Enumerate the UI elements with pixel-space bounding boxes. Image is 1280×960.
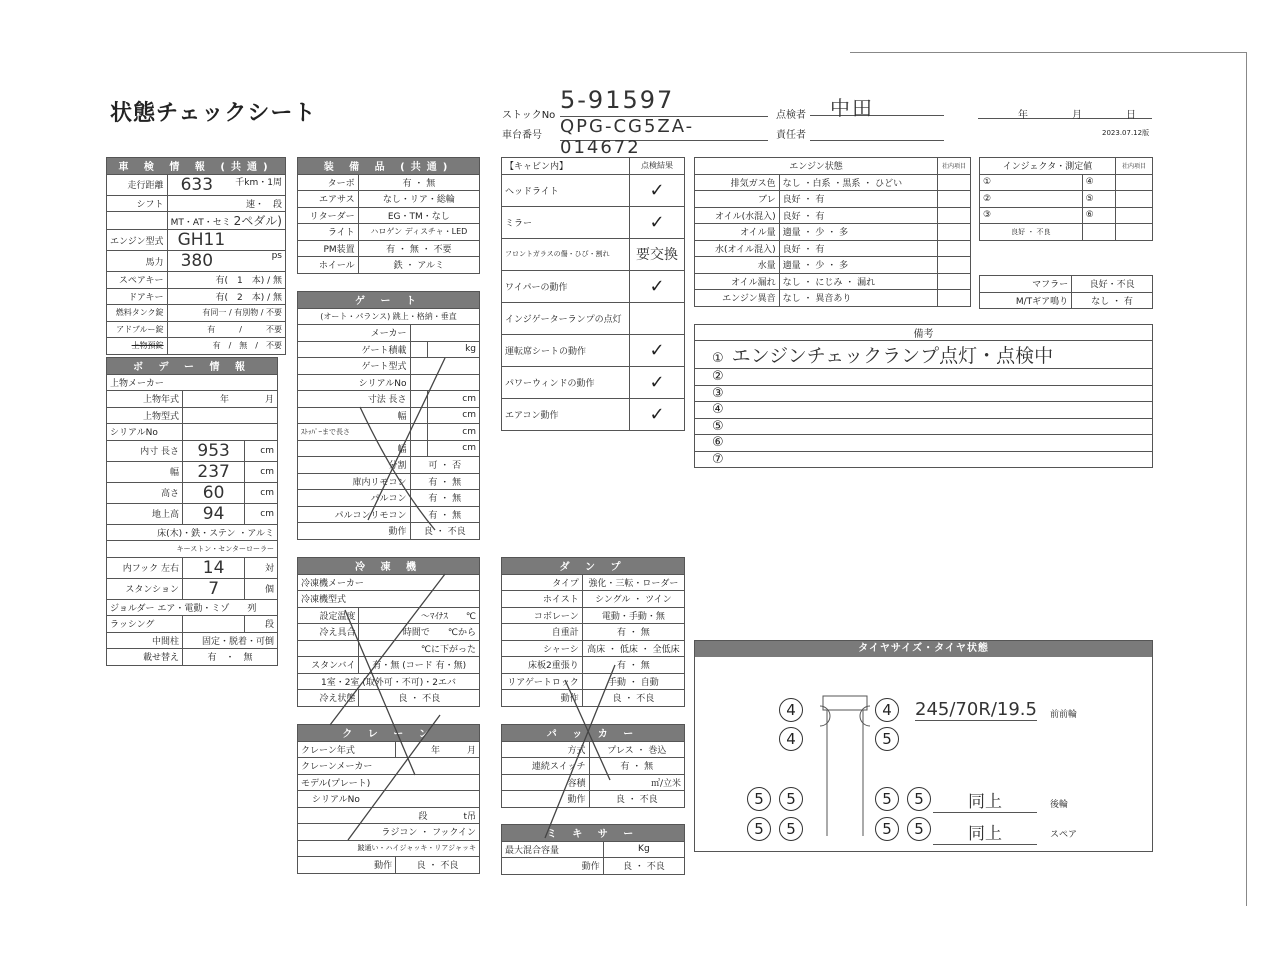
door-key-value: 有( 2 本) / 無 [167, 288, 285, 305]
pillar-value: 固定・脱着・可倒 [183, 632, 278, 649]
body-info-title: ボ デ ー 情 報 [107, 358, 278, 375]
packer-value: ㎥/立米 [589, 774, 684, 791]
upper-lock-label: 上物預錠 [107, 338, 168, 355]
fuel-lock-label: 燃料タンク錠 [107, 305, 168, 322]
adblue-value: 有 / 不要 [167, 321, 285, 338]
tire-rear-left-1: 5 [747, 787, 771, 811]
cabin-title: 【キャビン内】 [502, 158, 630, 175]
engine-value: 良好 ・ 有 [779, 191, 937, 208]
crane-operation-value: 良 ・ 不良 [396, 857, 480, 874]
stanchion-value: 7 [183, 578, 245, 599]
body-type-label: 上物型式 [107, 407, 183, 424]
gate-remote-label: 庫内リモコン [298, 473, 411, 490]
inspector-label: 点検者 [776, 110, 806, 121]
dump-value: 手動 ・ 自動 [582, 673, 684, 690]
engine-value: 良好 ・ 有 [779, 240, 937, 257]
crane-year-value: 年 月 [396, 741, 480, 758]
chassis-value: QPG-CG5ZA-014672 [560, 116, 768, 141]
equip-label: エアサス [298, 191, 359, 208]
gate-palcon-remote-label: パルコンリモコン [298, 506, 411, 523]
remarks-num: ⑥ [712, 435, 724, 451]
gate-stopper-length-label: ｽﾄｯﾊﾟｰまで長さ [298, 424, 411, 441]
tire-front-size: 245/70R/19.5 [915, 699, 1037, 720]
reefer-standby-label: スタンバイ [298, 657, 359, 674]
gate-palcon-label: パルコン [298, 490, 411, 507]
gate-operation-value: 良 ・ 不良 [410, 523, 479, 540]
tire-rear-left-3: 5 [747, 817, 771, 841]
packer-value: 有 ・ 無 [589, 758, 684, 775]
crane-maker-label: クレーンメーカー [298, 758, 480, 775]
dump-label: 自重計 [502, 624, 583, 641]
crane-stage: 段 t吊 [298, 807, 480, 824]
mixer-table [501, 824, 685, 875]
equip-value: 有 ・ 無 [358, 174, 479, 191]
dump-label: コボレーン [502, 607, 583, 624]
gate-cm: cm [428, 407, 480, 424]
gate-palcon-value: 有 ・ 無 [410, 490, 479, 507]
packer-title: パ ッ カ ー [502, 725, 685, 742]
pillar-label: 中間柱 [107, 632, 183, 649]
injector-6: ⑥ [1082, 207, 1115, 224]
remarks-row [695, 385, 1153, 402]
stanchion-unit: 個 [245, 578, 278, 599]
width-label: 幅 [107, 461, 183, 482]
equip-label: ターボ [298, 174, 359, 191]
upper-lock-value: 有 / 無 / 不要 [167, 338, 285, 355]
packer-value: プレス ・ 巻込 [589, 741, 684, 758]
reefer-maker-label: 冷凍機メーカー [298, 574, 480, 591]
gate-title: ゲ ー ト [298, 292, 480, 309]
engine-status-title: エンジン状態 [695, 158, 938, 175]
ground-label: 地上高 [107, 503, 183, 524]
mileage-label: 走行距離 [107, 174, 168, 195]
reefer-model-label: 冷凍機型式 [298, 591, 480, 608]
remarks-num: ④ [712, 402, 724, 418]
gate-load-label: ゲート積載 [298, 341, 411, 358]
cabin-item: ヘッドライト [502, 174, 630, 206]
tire-front-label: 前前輪 [1050, 710, 1078, 720]
injector-2: ② [980, 191, 1083, 208]
gate-split-value: 可 ・ 否 [410, 457, 479, 474]
remarks-row [695, 418, 1153, 435]
jorder-label: ジョルダー エア・電動・ミゾ 列 [107, 599, 278, 616]
hook-unit: 対 [245, 557, 278, 578]
mileage-unit: 千km・1周 [235, 177, 282, 188]
engine-label: オイル量 [695, 224, 780, 241]
chassis-label: 車台番号 [502, 130, 542, 141]
height-value: 60 [183, 482, 245, 503]
equip-value: 鉄 ・ アルミ [358, 257, 479, 274]
injector-table [979, 157, 1153, 241]
reefer-state-value: 良 ・ 不良 [359, 690, 480, 707]
vehicle-info-title: 車 検 情 報 (共通) [107, 158, 286, 175]
fuel-lock-value: 有同一 / 有別物 / 不要 [167, 305, 285, 322]
door-key-label: ドアキー [107, 288, 168, 305]
cabin-item: エアコン動作 [502, 398, 630, 430]
reefer-temp-label: 設定温度 [298, 607, 359, 624]
equip-value: ハロゲン ディスチャ・LED [358, 224, 479, 241]
engine-label: エンジン異音 [695, 290, 780, 307]
packer-value: 良 ・ 不良 [589, 791, 684, 808]
inspector-value: 中田 [810, 92, 944, 116]
sheet-title: 状態チェックシート [110, 101, 317, 126]
remarks-row [695, 341, 1153, 369]
date-month: 月 [1072, 110, 1082, 121]
stock-label: ストックNo [502, 110, 556, 121]
engine-status-internal: 社内項目 [938, 158, 971, 175]
muffler-value: 良好・不良 [1072, 276, 1153, 293]
responsible-line [810, 140, 944, 141]
cm-unit-1: cm [245, 440, 278, 461]
responsible-label: 責任者 [776, 130, 806, 141]
engine-value: 良好 ・ 有 [779, 207, 937, 224]
engine-value: なし ・ 異音あり [779, 290, 937, 307]
shift-options-2: MT・AT・セミ [170, 218, 231, 228]
tire-rear-right-3: 5 [875, 817, 899, 841]
mixer-label: 動作 [502, 858, 604, 875]
mixer-value: Kg [603, 841, 684, 858]
cabin-result-header: 点検結果 [630, 158, 685, 175]
spare-key-value: 有( 1 本) / 無 [167, 272, 285, 289]
reefer-state-label: 冷え状態 [298, 690, 359, 707]
crane-jack: 跛通い・ハイジャッキ・リアジャッキ [298, 840, 480, 857]
engine-label: オイル(水混入) [695, 207, 780, 224]
dump-table [501, 557, 685, 707]
gate-load-unit: kg [428, 341, 480, 358]
cabin-result: ✓ [630, 366, 685, 398]
injector-4: ④ [1082, 174, 1115, 191]
engine-label: 水(オイル混入) [695, 240, 780, 257]
dump-value: 有 ・ 無 [582, 657, 684, 674]
injector-internal: 社内項目 [1116, 158, 1153, 175]
gate-remote-value: 有 ・ 無 [410, 473, 479, 490]
dump-value: シングル ・ ツイン [582, 591, 684, 608]
cabin-table [501, 157, 685, 431]
tire-section [694, 640, 1153, 852]
packer-label: 動作 [502, 791, 590, 808]
crane-model-label: モデル(プレート) [298, 774, 480, 791]
tire-spare-label: スペア [1050, 830, 1078, 840]
cabin-item: 運転席シートの動作 [502, 334, 630, 366]
dump-label: ホイスト [502, 591, 583, 608]
width-value: 237 [183, 461, 245, 482]
floor-options-2: キーストン・センターローラー [107, 541, 278, 558]
cm-unit-3: cm [245, 482, 278, 503]
engine-label: オイル漏れ [695, 273, 780, 290]
tire-front-left-inner: 4 [779, 727, 803, 751]
spare-key-label: スペアキー [107, 272, 168, 289]
tire-rear-label: 後輪 [1050, 800, 1069, 810]
engine-status-table [694, 157, 971, 307]
gate-serial-label: シリアルNo [298, 374, 411, 391]
body-info-table [106, 357, 278, 666]
engine-label: エンジン型式 [107, 230, 168, 251]
reload-label: 載せ替え [107, 649, 183, 666]
gate-operation-label: 動作 [298, 523, 411, 540]
crane-serial-label: シリアルNo [298, 791, 480, 808]
cabin-result: ✓ [630, 174, 685, 206]
mt-gear-label: M/Tギア鳴り [980, 292, 1072, 309]
equip-label: リターダー [298, 207, 359, 224]
reefer-cool-label: 冷え具合 [298, 624, 359, 641]
hp-value: 380 [180, 251, 214, 271]
shift-label: シフト [107, 195, 168, 212]
stock-value: 5-91597 [560, 86, 768, 117]
cabin-result: 要交換 [630, 238, 685, 270]
tire-rear-right-1: 5 [875, 787, 899, 811]
ground-value: 94 [183, 503, 245, 524]
mixer-value: 良 ・ 不良 [603, 858, 684, 875]
shift-options: 速・ 段 [167, 195, 285, 212]
equipment-title: 装 備 品 (共通) [298, 158, 480, 175]
dump-value: 高床 ・ 低床 ・ 全低床 [582, 640, 684, 657]
dump-label: 動作 [502, 690, 583, 707]
tire-rear-right-2: 5 [907, 787, 931, 811]
tire-front-right-outer: 4 [875, 698, 899, 722]
tire-title: タイヤサイズ・タイヤ状態 [695, 641, 1152, 657]
remarks-table [694, 324, 1153, 468]
tire-rear-right-4: 5 [907, 817, 931, 841]
hook-label: 内フック 左右 [107, 557, 183, 578]
hp-label: 馬力 [107, 251, 168, 272]
dump-label: 床板2重張り [502, 657, 583, 674]
crane-operation-label: 動作 [298, 857, 396, 874]
gate-maker-label: メーカー [298, 325, 411, 342]
inner-length-value: 953 [183, 440, 245, 461]
equipment-table [297, 157, 480, 274]
dump-value: 電動・手動・無 [582, 607, 684, 624]
remarks-num: ① [712, 351, 724, 366]
injector-5: ⑤ [1082, 191, 1115, 208]
dump-title: ダ ン プ [502, 558, 685, 575]
tire-spare-size: 同上 [933, 819, 1037, 845]
floor-options: 床(木)・鉄・ステン ・アルミ [107, 524, 278, 541]
cabin-item: フロントガラスの傷・ひび・割れ [502, 238, 630, 270]
remarks-row [695, 369, 1153, 386]
gate-table [297, 291, 480, 540]
remarks-title: 備考 [695, 325, 1153, 341]
hp-unit: ps [271, 251, 282, 261]
engine-value: 適量 ・ 少 ・ 多 [779, 257, 937, 274]
engine-label: 排気ガス色 [695, 174, 780, 191]
equip-value: EG・TM・なし [358, 207, 479, 224]
height-label: 高さ [107, 482, 183, 503]
remarks-row [695, 402, 1153, 419]
equip-label: ライト [298, 224, 359, 241]
muffler-table [979, 275, 1153, 309]
engine-label: ブレ [695, 191, 780, 208]
hook-value: 14 [183, 557, 245, 578]
remarks-num: ⑤ [712, 418, 724, 434]
mt-gear-value: なし ・ 有 [1072, 292, 1153, 309]
cabin-item: ワイパーの動作 [502, 270, 630, 302]
tire-rear-size: 同上 [933, 787, 1037, 813]
cm-unit-2: cm [245, 461, 278, 482]
dump-value: 強化・三転・ローダー [582, 574, 684, 591]
injector-foot: 良好 ・ 不良 [980, 224, 1083, 241]
packer-label: 方式 [502, 741, 590, 758]
stanchion-label: スタンション [107, 578, 183, 599]
reefer-title: 冷 凍 機 [298, 558, 480, 575]
injector-title: インジェクタ・測定値 [980, 158, 1116, 175]
reefer-table [297, 557, 480, 707]
muffler-label: マフラー [980, 276, 1072, 293]
cabin-result: ✓ [630, 206, 685, 238]
tire-front-left-outer: 4 [779, 698, 803, 722]
cabin-item: インジゲーターランプの点灯 [502, 302, 630, 334]
gate-length-label: 寸法 長さ [298, 391, 411, 408]
tire-rear-left-2: 5 [779, 787, 803, 811]
adblue-label: アドブルー錠 [107, 321, 168, 338]
packer-label: 連続スイッチ [502, 758, 590, 775]
remarks-num: ③ [712, 385, 724, 401]
mixer-label: 最大混合容量 [502, 841, 604, 858]
inner-length-label: 内寸 長さ [107, 440, 183, 461]
gate-cm: cm [428, 440, 480, 457]
body-serial-label: シリアルNo [107, 424, 183, 441]
dump-value: 良 ・ 不良 [582, 690, 684, 707]
dump-label: シャーシ [502, 640, 583, 657]
gate-palcon-remote-value: 有 ・ 無 [410, 506, 479, 523]
cm-unit-4: cm [245, 503, 278, 524]
engine-label: 水量 [695, 257, 780, 274]
engine-value: GH11 [167, 230, 285, 251]
lashing-unit: 段 [245, 616, 278, 633]
crane-year-label: クレーン年式 [298, 741, 396, 758]
crane-table [297, 724, 480, 874]
date-year: 年 [1018, 110, 1028, 121]
reefer-cool-value: 時間で ℃から [359, 624, 480, 641]
crane-title: ク レ ー ン [298, 725, 480, 742]
engine-value: なし ・白系 ・黒系 ・ ひどい [779, 174, 937, 191]
injector-1: ① [980, 174, 1083, 191]
remarks-text: エンジンチェックランプ点灯・点検中 [731, 345, 1054, 367]
body-year-unit: 年 月 [183, 391, 278, 408]
print-version: 2023.07.12版 [1102, 129, 1150, 137]
gate-width-label: 幅 [298, 407, 411, 424]
cabin-item: ミラー [502, 206, 630, 238]
equip-value: 有 ・ 無 ・ 不要 [358, 240, 479, 257]
dump-label: タイプ [502, 574, 583, 591]
equip-value: なし・リア・総輪 [358, 191, 479, 208]
reefer-temp-value: ～ﾏｲﾅｽ ℃ [359, 607, 480, 624]
cabin-result [630, 302, 685, 334]
packer-table [501, 724, 685, 808]
tire-front-right-inner: 5 [875, 727, 899, 751]
dump-label: リアゲートロック [502, 673, 583, 690]
shift-pedal: 2ペダル) [233, 214, 282, 228]
crane-radio: ラジコン ・ フックイン [298, 824, 480, 841]
cabin-item: パワーウィンドの動作 [502, 366, 630, 398]
reefer-rooms: 1室・2室 (取外可・不可)・2エバ [298, 673, 480, 690]
cabin-result: ✓ [630, 334, 685, 366]
gate-cm: cm [428, 424, 480, 441]
equip-label: PM装置 [298, 240, 359, 257]
gate-stopper-width-label: 幅 [298, 440, 411, 457]
packer-label: 容積 [502, 774, 590, 791]
date-day: 日 [1126, 110, 1136, 121]
mixer-title: ミ キ サ ー [502, 825, 685, 842]
engine-value: なし ・ にじみ ・ 漏れ [779, 273, 937, 290]
equip-label: ホイール [298, 257, 359, 274]
gate-cm: cm [428, 391, 480, 408]
remarks-num: ⑦ [712, 451, 724, 467]
injector-3: ③ [980, 207, 1083, 224]
gate-type: (オート・パランス) 跳上・格納・垂直 [298, 308, 480, 325]
lashing-label: ラッシング [107, 616, 183, 633]
reload-value: 有 ・ 無 [183, 649, 278, 666]
mileage-value: 633 [180, 174, 214, 195]
truck-diagram [805, 686, 885, 846]
engine-value: 適量 ・ 少 ・ 多 [779, 224, 937, 241]
reefer-standby-value: 有・無 (コード 有・無) [359, 657, 480, 674]
vehicle-info-table [106, 157, 286, 355]
dump-value: 有 ・ 無 [582, 624, 684, 641]
cabin-result: ✓ [630, 398, 685, 430]
remarks-row [695, 435, 1153, 452]
remarks-num: ② [712, 369, 724, 385]
gate-split-label: 分割 [298, 457, 411, 474]
tire-rear-left-4: 5 [779, 817, 803, 841]
body-maker-label: 上物メーカー [107, 374, 278, 391]
cabin-result: ✓ [630, 270, 685, 302]
reefer-cool-value-2: ℃に下がった [359, 640, 480, 657]
body-year-label: 上物年式 [107, 391, 183, 408]
remarks-row [695, 451, 1153, 468]
gate-model-label: ゲート型式 [298, 358, 411, 375]
